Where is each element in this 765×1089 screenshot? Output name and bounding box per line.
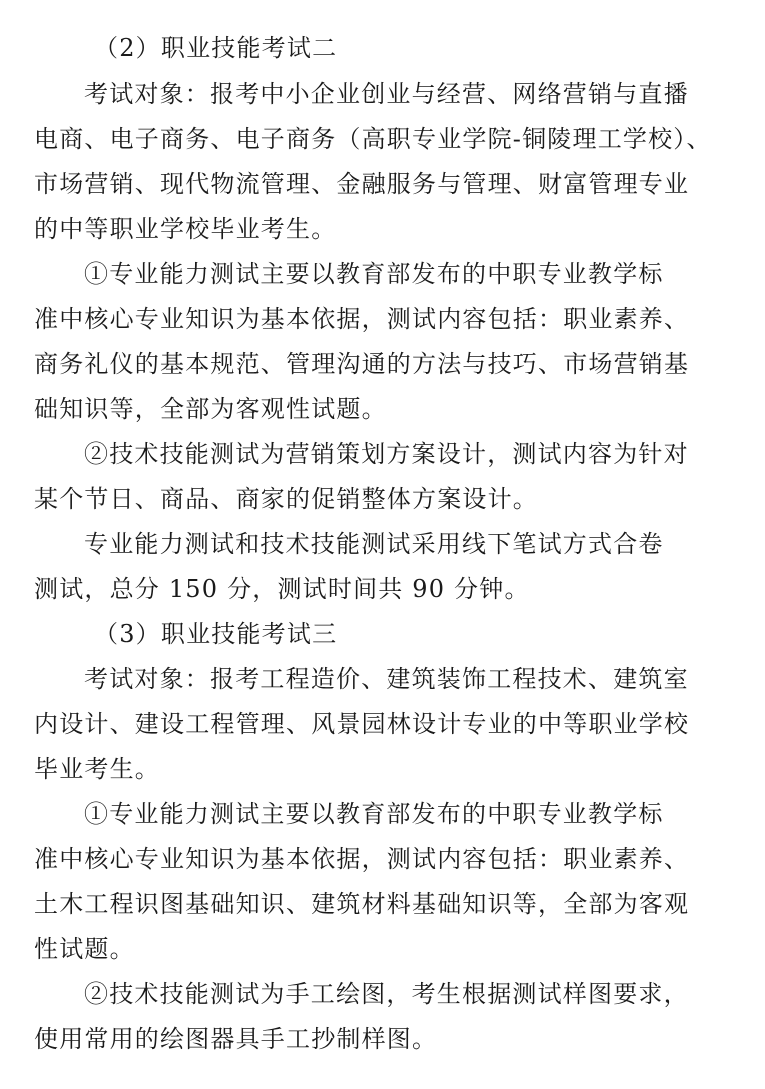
section-heading-exam-2: （2）职业技能考试二 [94,34,338,62]
paragraph-line: 性试题。 [34,935,135,963]
paragraph-line: 的中等职业学校毕业考生。 [34,215,337,243]
paragraph-line: 商务礼仪的基本规范、管理沟通的方法与技巧、市场营销基 [34,350,690,378]
paragraph-line: ②技术技能测试为营销策划方案设计，测试内容为针对 [84,440,689,468]
paragraph-line: 考试对象：报考中小企业创业与经营、网络营销与直播 [84,80,689,108]
paragraph-line: 使用常用的绘图器具手工抄制样图。 [34,1025,438,1053]
paragraph-line: 毕业考生。 [34,755,160,783]
paragraph-line: 内设计、建设工程管理、风景园林设计专业的中等职业学校 [34,710,690,738]
paragraph-line: 市场营销、现代物流管理、金融服务与管理、财富管理专业 [34,170,690,198]
paragraph-line: ①专业能力测试主要以教育部发布的中职专业教学标 [84,800,664,828]
paragraph-line: 土木工程识图基础知识、建筑材料基础知识等，全部为客观 [34,890,690,918]
paragraph-line: 专业能力测试和技术技能测试采用线下笔试方式合卷 [84,530,664,558]
paragraph-line: 准中核心专业知识为基本依据，测试内容包括：职业素养、 [34,845,690,873]
paragraph-line: 测试，总分 150 分，测试时间共 90 分钟。 [34,575,530,603]
paragraph-line: 础知识等，全部为客观性试题。 [34,395,387,423]
paragraph-line: 考试对象：报考工程造价、建筑装饰工程技术、建筑室 [84,665,689,693]
paragraph-line: ②技术技能测试为手工绘图，考生根据测试样图要求， [84,980,689,1008]
paragraph-line: 某个节日、商品、商家的促销整体方案设计。 [34,485,538,513]
paragraph-line: 准中核心专业知识为基本依据，测试内容包括：职业素养、 [34,305,690,333]
section-heading-exam-3: （3）职业技能考试三 [94,620,338,648]
paragraph-line: ①专业能力测试主要以教育部发布的中职专业教学标 [84,260,664,288]
paragraph-line: 电商、电子商务、电子商务（高职专业学院-铜陵理工学校）、 [34,125,712,153]
